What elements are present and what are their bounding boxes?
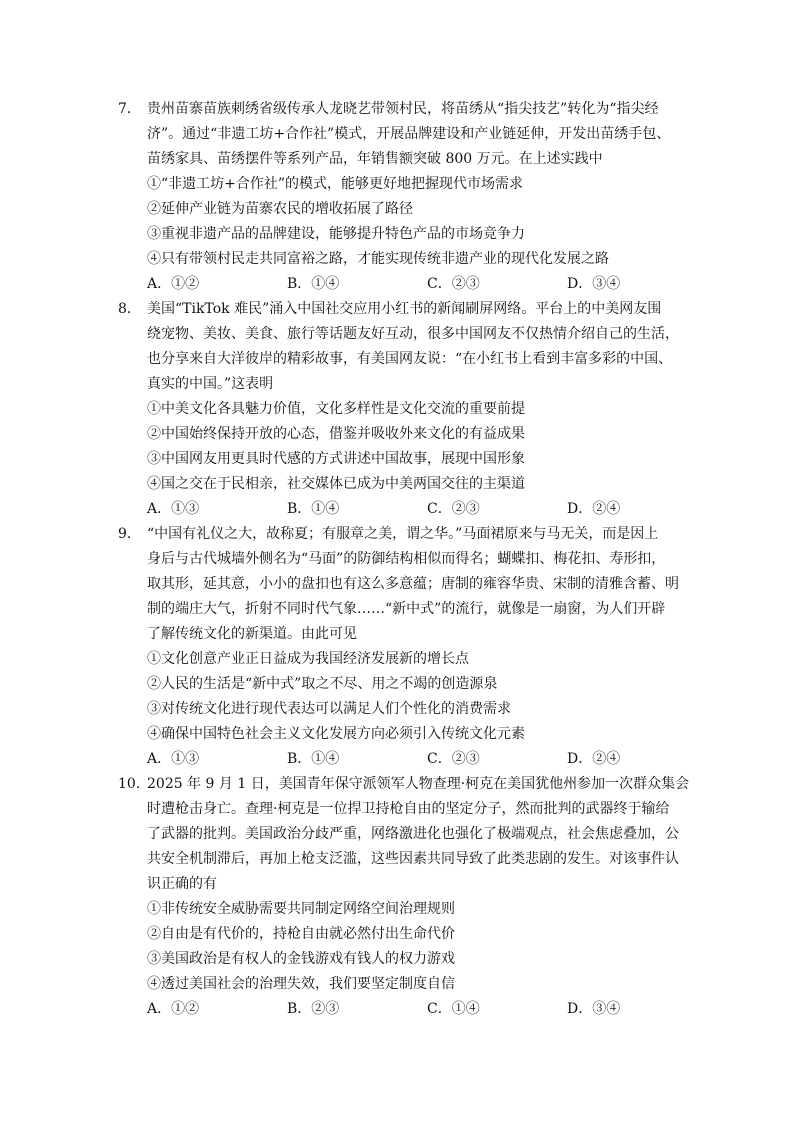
question-8-statement: ②中国始终保持开放的心态，借鉴并吸收外来文化的有益成果 [147,426,525,442]
question-8-stem-line: 美国“TikTok 难民”涌入中国社交应用小红书的新闻刷屏网络。平台上的中美网友围 [147,301,662,317]
question-7-stem-line: 苗绣家具、苗绣摆件等系列产品，年销售额突破 800 万元。在上述实践中 [147,151,603,167]
question-9-option-c[interactable]: C．②③ [427,751,480,767]
question-7-statement: ②延伸产业链为苗寨农民的增收拓展了路径 [147,201,413,217]
question-10-stem-line: 识正确的有 [147,876,217,892]
question-10-stem-line: 了武器的批判。美国政治分歧严重，网络激进化也强化了极端观点，社会焦虑叠加，公 [147,826,679,842]
question-9-stem-line: 了解传统文化的新渠道。由此可见 [147,626,357,642]
question-9-stem-line: “中国有礼仪之大，故称夏；有服章之美，谓之华。”马面裙原来与马无关，而是因上 [147,526,659,542]
question-7-statement: ③重视非遗产品的品牌建设，能够提升特色产品的市场竞争力 [147,226,525,242]
question-7-option-b[interactable]: B．①④ [287,276,340,292]
question-10-statement: ②自由是有代价的，持枪自由就必然付出生命代价 [147,926,455,942]
question-9-stem-line: 身后与古代城墙外侧名为“马面”的防御结构相似而得名；蝴蝶扣、梅花扣、寿形扣， [147,551,666,567]
question-10-option-c[interactable]: C．①④ [427,1001,480,1017]
question-10-stem-line: 时遭枪击身亡。查理·柯克是一位捍卫持枪自由的坚定分子，然而批判的武器终于输给 [147,801,670,817]
question-8-stem-line: 绕宠物、美妆、美食、旅行等话题友好互动，很多中国网友不仅热情介绍自己的生活， [147,326,679,342]
question-7-stem-line: 济”。通过“非遗工坊+合作社”模式，开展品牌建设和产业链延伸，开发出苗绣手包、 [147,126,671,142]
question-9-stem-line: 制的端庄大气，折射不同时代气象……“新中式”的流行，就像是一扇窗，为人们开辟 [147,601,666,617]
question-8-option-d[interactable]: D．②④ [567,501,621,517]
question-10-statement: ③美国政治是有权人的金钱游戏有钱人的权力游戏 [147,951,455,967]
question-8-statement: ①中美文化各具魅力价值，文化多样性是文化交流的重要前提 [147,401,525,417]
question-9-option-b[interactable]: B．①④ [287,751,340,767]
question-7-statement: ④只有带领村民走共同富裕之路，才能实现传统非遗产业的现代化发展之路 [147,251,609,267]
question-9-number: 9． [118,526,141,542]
question-8-option-a[interactable]: A．①③ [147,501,200,517]
question-7-statement: ①“非遗工坊+合作社”的模式，能够更好地把握现代市场需求 [147,176,524,192]
question-10-stem-line: 共安全机制滞后，再加上枪支泛滥，这些因素共同导致了此类悲剧的发生。对该事件认 [147,851,679,867]
question-9-statement: ③对传统文化进行现代表达可以满足人们个性化的消费需求 [147,701,511,717]
question-9-stem-line: 取其形，延其意，小小的盘扣也有这么多意蕴；唐制的雍容华贵、宋制的清雅含蓄、明 [147,576,679,592]
question-8-stem-line: 真实的中国。”这表明 [147,376,274,392]
question-10-statement: ①非传统安全威胁需要共同制定网络空间治理规则 [147,901,455,917]
question-8-number: 8． [118,301,141,317]
question-8-stem-line: 也分享来自大洋彼岸的精彩故事，有美国网友说：“在小红书上看到丰富多彩的中国、 [147,351,673,367]
question-10-option-d[interactable]: D．③④ [567,1001,621,1017]
question-10-stem-line: 2025 年 9 月 1 日，美国青年保守派领军人物查理·柯克在美国犹他州参加一次群众集会 [147,776,690,792]
question-9-statement: ④确保中国特色社会主义文化发展方向必须引入传统文化元素 [147,726,525,742]
question-7-number: 7． [118,101,141,117]
question-9-option-a[interactable]: A．①③ [147,751,200,767]
question-7-option-a[interactable]: A．①② [147,276,200,292]
question-10-number: 10． [118,776,150,792]
question-10-statement: ④透过美国社会的治理失效，我们要坚定制度自信 [147,976,455,992]
question-9-statement: ①文化创意产业正日益成为我国经济发展新的增长点 [147,651,469,667]
question-7-option-c[interactable]: C．②③ [427,276,480,292]
question-7-option-d[interactable]: D．③④ [567,276,621,292]
question-9-option-d[interactable]: D．②④ [567,751,621,767]
question-8-statement: ④国之交在于民相亲，社交媒体已成为中美两国交往的主渠道 [147,476,525,492]
question-10-option-a[interactable]: A．①② [147,1001,200,1017]
question-8-option-b[interactable]: B．①④ [287,501,340,517]
question-10-option-b[interactable]: B．②③ [287,1001,340,1017]
question-9-statement: ②人民的生活是“新中式”取之不尽、用之不竭的创造源泉 [147,676,498,692]
question-7-stem-line: 贵州苗寨苗族刺绣省级传承人龙晓艺带领村民，将苗绣从“指尖技艺”转化为“指尖经 [147,101,659,117]
question-8-statement: ③中国网友用更具时代感的方式讲述中国故事，展现中国形象 [147,451,525,467]
question-8-option-c[interactable]: C．②③ [427,501,480,517]
